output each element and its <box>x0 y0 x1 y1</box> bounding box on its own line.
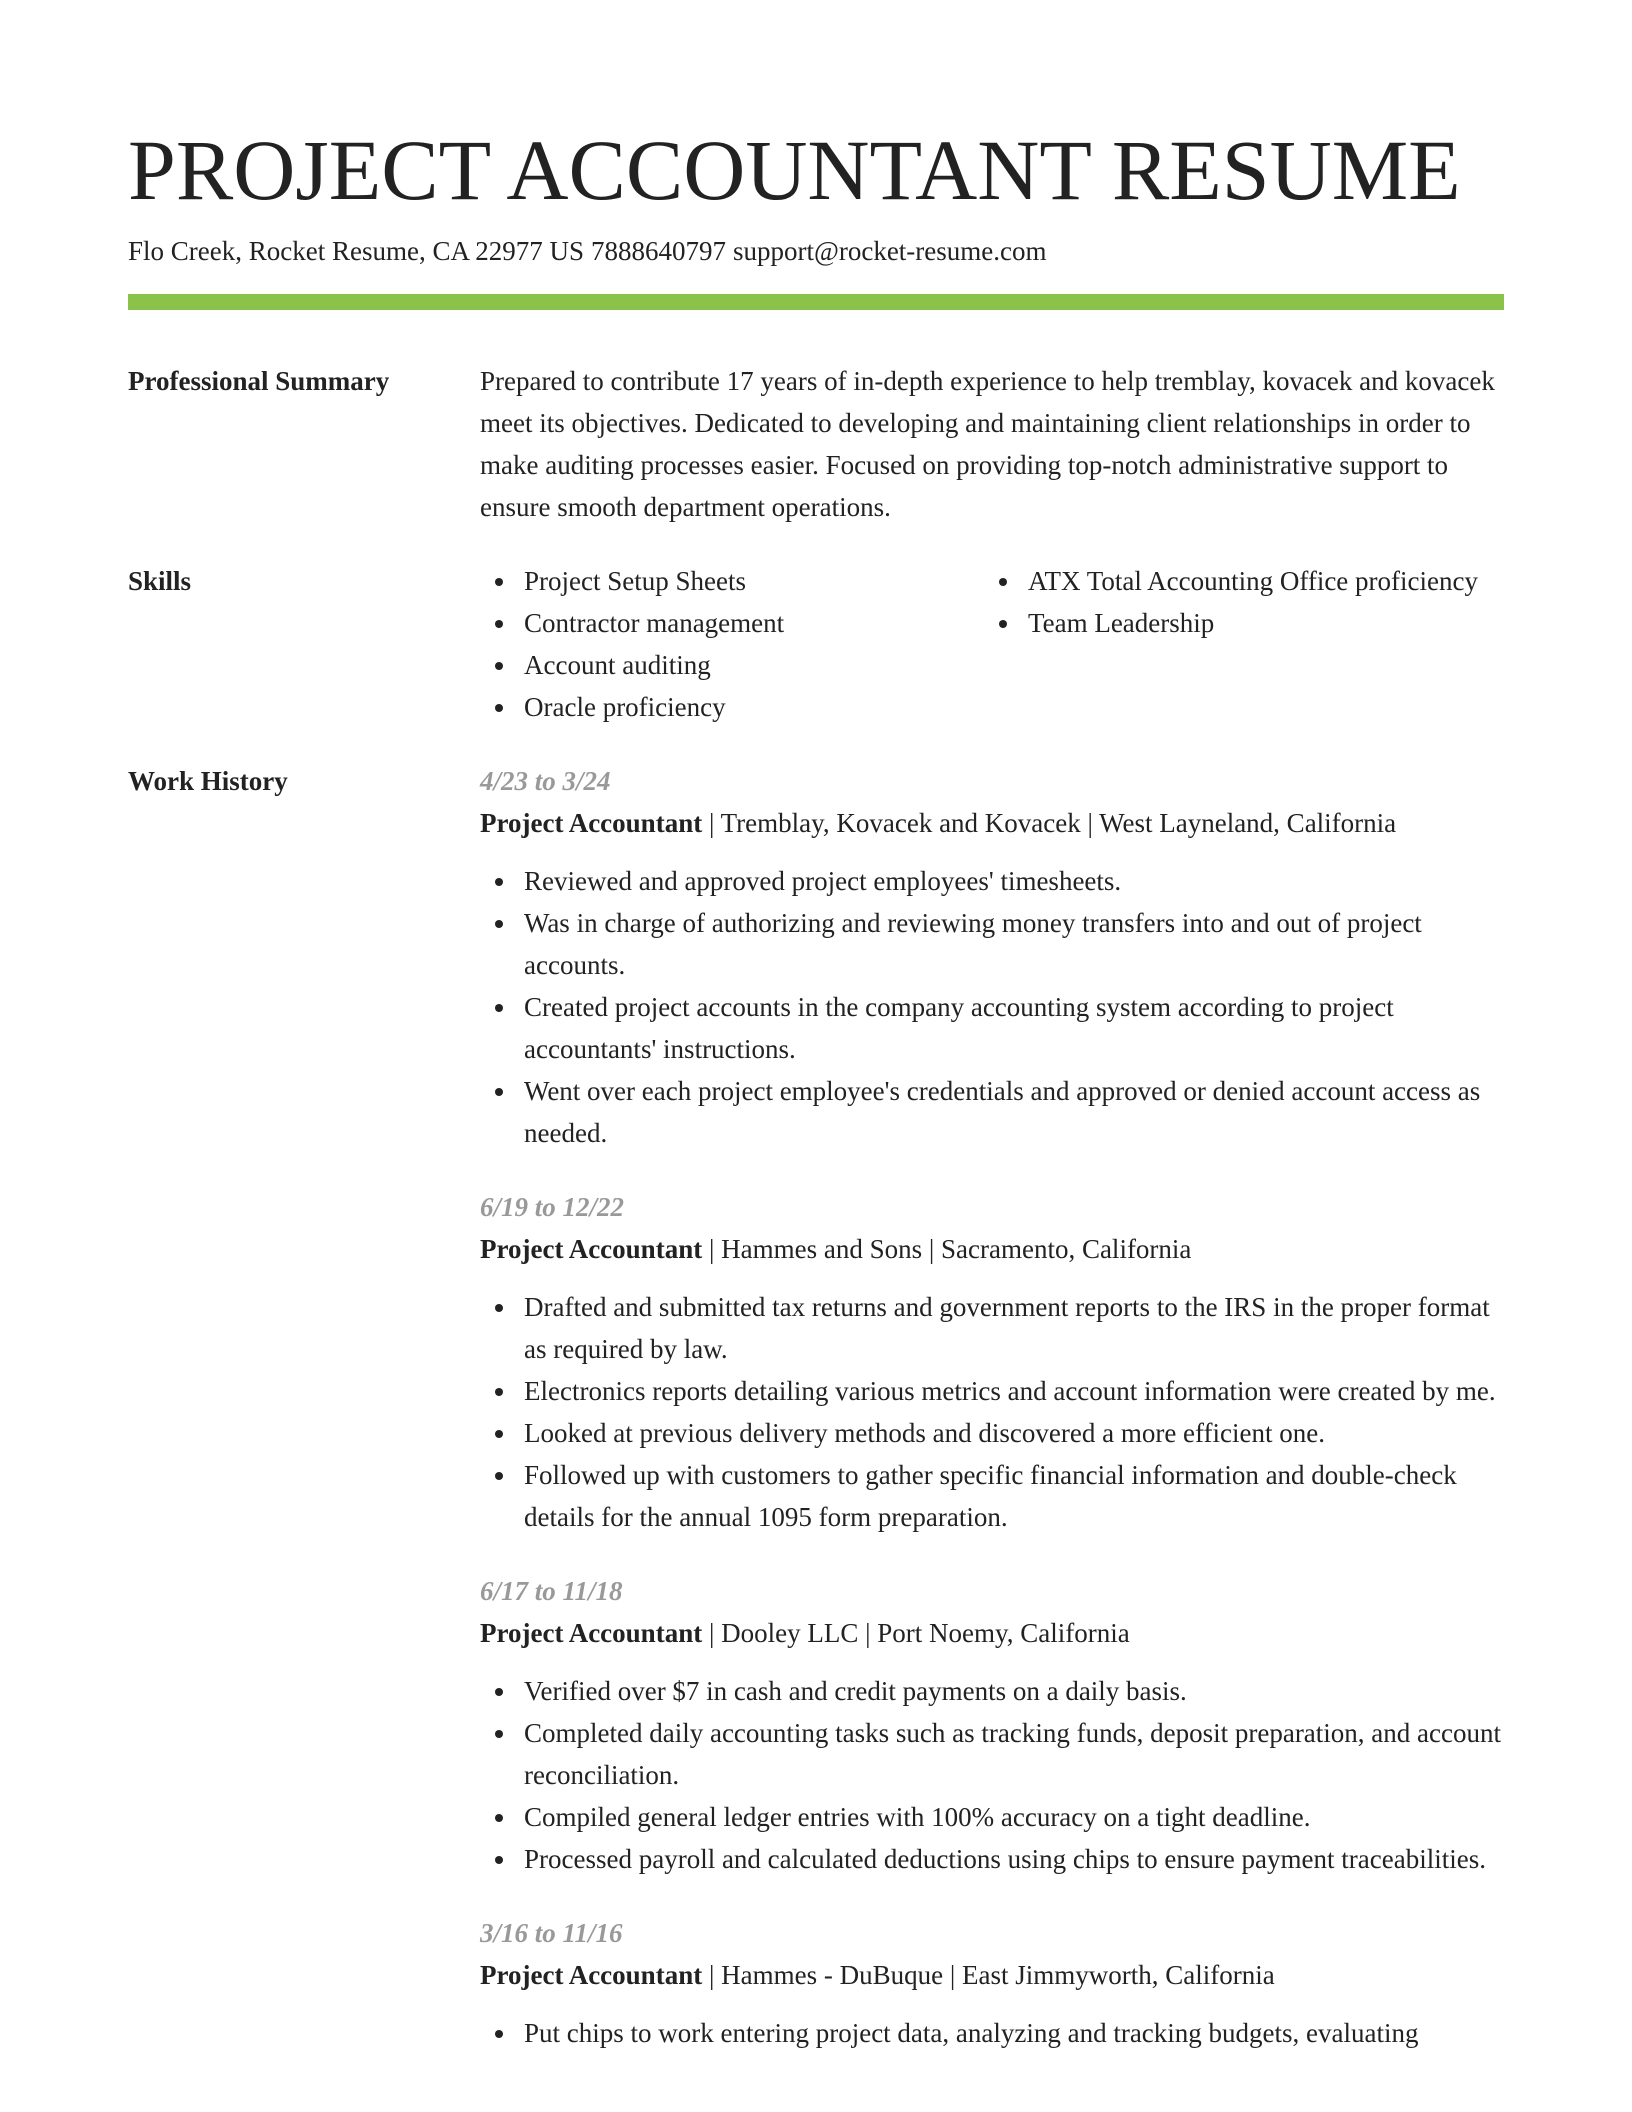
job-company-location: | Hammes - DuBuque | East Jimmyworth, California <box>702 1960 1275 1990</box>
skill-item: Contractor management <box>524 602 984 644</box>
job-bullet-list <box>480 2012 1504 2054</box>
job-title: Project Accountant <box>480 1960 703 1990</box>
job-bullet-list <box>480 1670 1504 1880</box>
skills-column-1 <box>480 560 984 728</box>
job-company-location: | Tremblay, Kovacek and Kovacek | West Layneland, California <box>702 808 1397 838</box>
contact-phone: 7888640797 <box>590 236 726 266</box>
job-title: Project Accountant <box>480 808 703 838</box>
skill-item: Account auditing <box>524 644 984 686</box>
job-entry <box>480 1186 1504 1538</box>
skill-item: Oracle proficiency <box>524 686 984 728</box>
work-history-list <box>480 760 1504 2086</box>
job-bullet-list <box>480 860 1504 1154</box>
skill-item: Project Setup Sheets <box>524 560 984 602</box>
skills-section <box>128 560 1504 728</box>
skills-list-column-1 <box>480 560 984 728</box>
job-bullet: Went over each project employee's credentials and approved or denied account access as needed. <box>524 1070 1504 1154</box>
job-heading <box>480 802 1504 844</box>
job-bullet: Reviewed and approved project employees' timesheets. <box>524 860 1504 902</box>
skill-item: Team Leadership <box>1028 602 1488 644</box>
skill-item: ATX Total Accounting Office proficiency <box>1028 560 1488 602</box>
contact-email: support@rocket-resume.com <box>732 236 1047 266</box>
job-bullet-list <box>480 1286 1504 1538</box>
skills-list-column-2 <box>984 560 1488 644</box>
job-bullet: Electronics reports detailing various metrics and account information were created by me. <box>524 1370 1504 1412</box>
job-heading <box>480 1612 1504 1654</box>
resume-page <box>128 0 1504 2086</box>
job-entry <box>480 1570 1504 1880</box>
job-bullet: Put chips to work entering project data, analyzing and tracking budgets, evaluating <box>524 2012 1504 2054</box>
job-company-location: | Hammes and Sons | Sacramento, California <box>702 1234 1192 1264</box>
job-bullet: Drafted and submitted tax returns and government reports to the IRS in the proper format as required by law. <box>524 1286 1504 1370</box>
contact-address: Flo Creek, Rocket Resume, CA 22977 US <box>128 236 584 266</box>
job-heading <box>480 1228 1504 1270</box>
section-label-skills: Skills <box>128 566 192 596</box>
section-label-summary: Professional Summary <box>128 366 390 396</box>
summary-section <box>128 360 1504 528</box>
skills-list <box>480 560 1504 728</box>
summary-text: Prepared to contribute 17 years of in-depth experience to help tremblay, kovacek and kovacek meet its objectives. Dedicated to developing and maintaining client relationships in order to make auditing processes easier. Focused on providing top-notch administrative support to ensure smooth department operations. <box>480 366 1495 522</box>
accent-divider <box>128 294 1504 310</box>
job-bullet: Created project accounts in the company accounting system according to project accountants' instructions. <box>524 986 1504 1070</box>
job-dates: 3/16 to 11/16 <box>480 1918 623 1948</box>
page-title: PROJECT ACCOUNTANT RESUME <box>128 122 1461 218</box>
job-bullet: Processed payroll and calculated deductions using chips to ensure payment traceabilities. <box>524 1838 1504 1880</box>
job-heading <box>480 1954 1504 1996</box>
job-bullet: Was in charge of authorizing and reviewing money transfers into and out of project accounts. <box>524 902 1504 986</box>
contact-line <box>128 234 1504 268</box>
job-dates: 6/17 to 11/18 <box>480 1576 623 1606</box>
job-bullet: Verified over $7 in cash and credit payments on a daily basis. <box>524 1670 1504 1712</box>
section-label-work-history: Work History <box>128 766 288 796</box>
job-title: Project Accountant <box>480 1234 703 1264</box>
job-dates: 4/23 to 3/24 <box>480 766 611 796</box>
job-company-location: | Dooley LLC | Port Noemy, California <box>702 1618 1130 1648</box>
job-entry <box>480 1912 1504 2054</box>
skills-column-2 <box>984 560 1488 728</box>
job-bullet: Compiled general ledger entries with 100% accuracy on a tight deadline. <box>524 1796 1504 1838</box>
job-entry <box>480 760 1504 1154</box>
job-bullet: Completed daily accounting tasks such as tracking funds, deposit preparation, and account reconciliation. <box>524 1712 1504 1796</box>
job-title: Project Accountant <box>480 1618 703 1648</box>
job-dates: 6/19 to 12/22 <box>480 1192 625 1222</box>
work-history-section <box>128 760 1504 2086</box>
job-bullet: Followed up with customers to gather specific financial information and double-check details for the annual 1095 form preparation. <box>524 1454 1504 1538</box>
job-bullet: Looked at previous delivery methods and discovered a more efficient one. <box>524 1412 1504 1454</box>
